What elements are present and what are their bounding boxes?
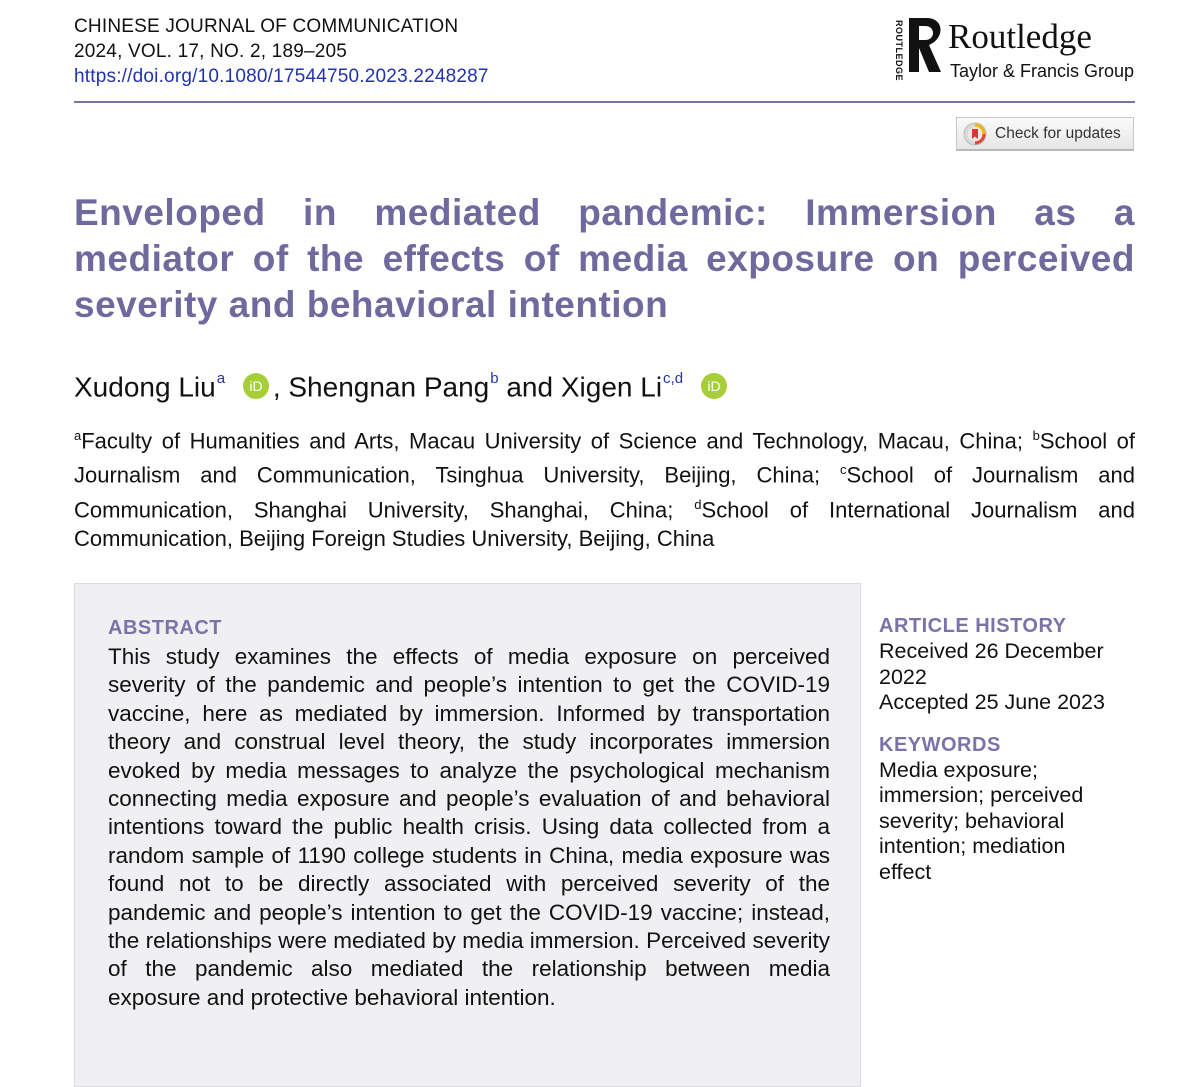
volume-line: 2024, VOL. 17, NO. 2, 189–205 xyxy=(74,41,348,62)
author-separator: , xyxy=(272,371,281,403)
keywords-block xyxy=(879,732,1135,886)
author-separator: and xyxy=(506,371,554,403)
orcid-icon[interactable] xyxy=(701,373,727,399)
check-for-updates-button[interactable] xyxy=(956,117,1134,151)
publisher-group: Taylor & Francis Group xyxy=(950,61,1135,81)
affiliation-marker: a xyxy=(74,428,82,443)
abstract-heading: ABSTRACT xyxy=(108,617,222,639)
author-affiliation-marker[interactable]: a xyxy=(216,370,226,387)
affiliations xyxy=(74,421,1135,553)
check-for-updates-icon xyxy=(963,122,987,146)
publisher-name: Routledge xyxy=(948,17,1092,56)
svg-text:iD: iD xyxy=(249,377,263,394)
received-year: 2022 xyxy=(879,664,927,689)
author-name[interactable]: Shengnan Pang xyxy=(288,371,490,403)
affiliation-marker: b xyxy=(1032,428,1040,443)
check-for-updates-label: Check for updates xyxy=(995,124,1121,142)
received-date: Received 26 December xyxy=(879,639,1104,663)
author-name[interactable]: Xigen Li xyxy=(560,371,663,403)
author-name[interactable]: Xudong Liu xyxy=(74,371,216,403)
article-sidebar xyxy=(879,613,1135,885)
journal-name: CHINESE JOURNAL OF COMMUNICATION xyxy=(74,16,459,37)
keyword-line: Media exposure; xyxy=(879,757,1038,782)
keyword-line: effect xyxy=(879,859,932,884)
routledge-head-icon xyxy=(905,16,945,86)
orcid-icon[interactable] xyxy=(243,373,269,399)
keyword-line: intention; mediation xyxy=(879,834,1066,858)
author-affiliation-marker[interactable]: c,d xyxy=(663,370,684,387)
header-divider xyxy=(74,101,1135,103)
journal-info xyxy=(74,14,489,89)
publisher-logo xyxy=(888,14,1138,90)
keyword-line: severity; behavioral xyxy=(879,808,1065,833)
svg-text:iD: iD xyxy=(707,377,721,394)
doi-link[interactable]: https://doi.org/10.1080/17544750.2023.2248287 xyxy=(74,66,489,87)
affiliation-text: School of International Journalism and Communication, Beijing Foreign Studies University, Beijing, China xyxy=(74,496,1135,551)
article-history-heading: ARTICLE HISTORY xyxy=(879,615,1067,637)
keywords-heading: KEYWORDS xyxy=(879,733,1001,756)
abstract-text: This study examines the effects of media exposure on perceived severity of the pandemic and people’s intention to get the COVID-19 vaccine, here as mediated by immersion. Informed by transportation theory and construal level theory, the study incorporates immersion evoked by media messages to analyze the psychological mechanism connecting media exposure and people’s evaluation of and behavioral intentions toward the public health crisis. Using data collected from a random sample of 1190 college students in China, media exposure was found not to be directly associated with perceived severity of the pandemic and people’s intention to get the COVID-19 vaccine; instead, the relationships were mediated by media immersion. Perceived severity of the pandemic also mediated the relationship between media exposure and protective behavioral intention. xyxy=(108,644,830,1010)
keyword-line: immersion; perceived xyxy=(879,783,1084,807)
article-title: Enveloped in mediated pandemic: Immersion as a mediator of the effects of media exposure on perceived severity and behavioral intention xyxy=(74,192,1135,325)
affiliation-text: School of Journalism and Communication, Shanghai University, Shanghai, China; xyxy=(74,462,1135,522)
author-list xyxy=(74,360,731,409)
affiliation-text: School of Journalism and Communication, Tsinghua University, Beijing, China; xyxy=(74,428,1135,488)
accepted-date: Accepted 25 June 2023 xyxy=(879,690,1105,714)
publisher-vertical-label: ROUTLEDGE xyxy=(894,20,904,82)
abstract-box xyxy=(74,583,861,1087)
affiliation-text: Faculty of Humanities and Arts, Macau University of Science and Technology, Macau, China; xyxy=(81,428,1024,454)
affiliation-marker: c xyxy=(840,462,847,478)
affiliation-marker: d xyxy=(694,496,702,512)
author-affiliation-marker[interactable]: b xyxy=(490,370,499,387)
